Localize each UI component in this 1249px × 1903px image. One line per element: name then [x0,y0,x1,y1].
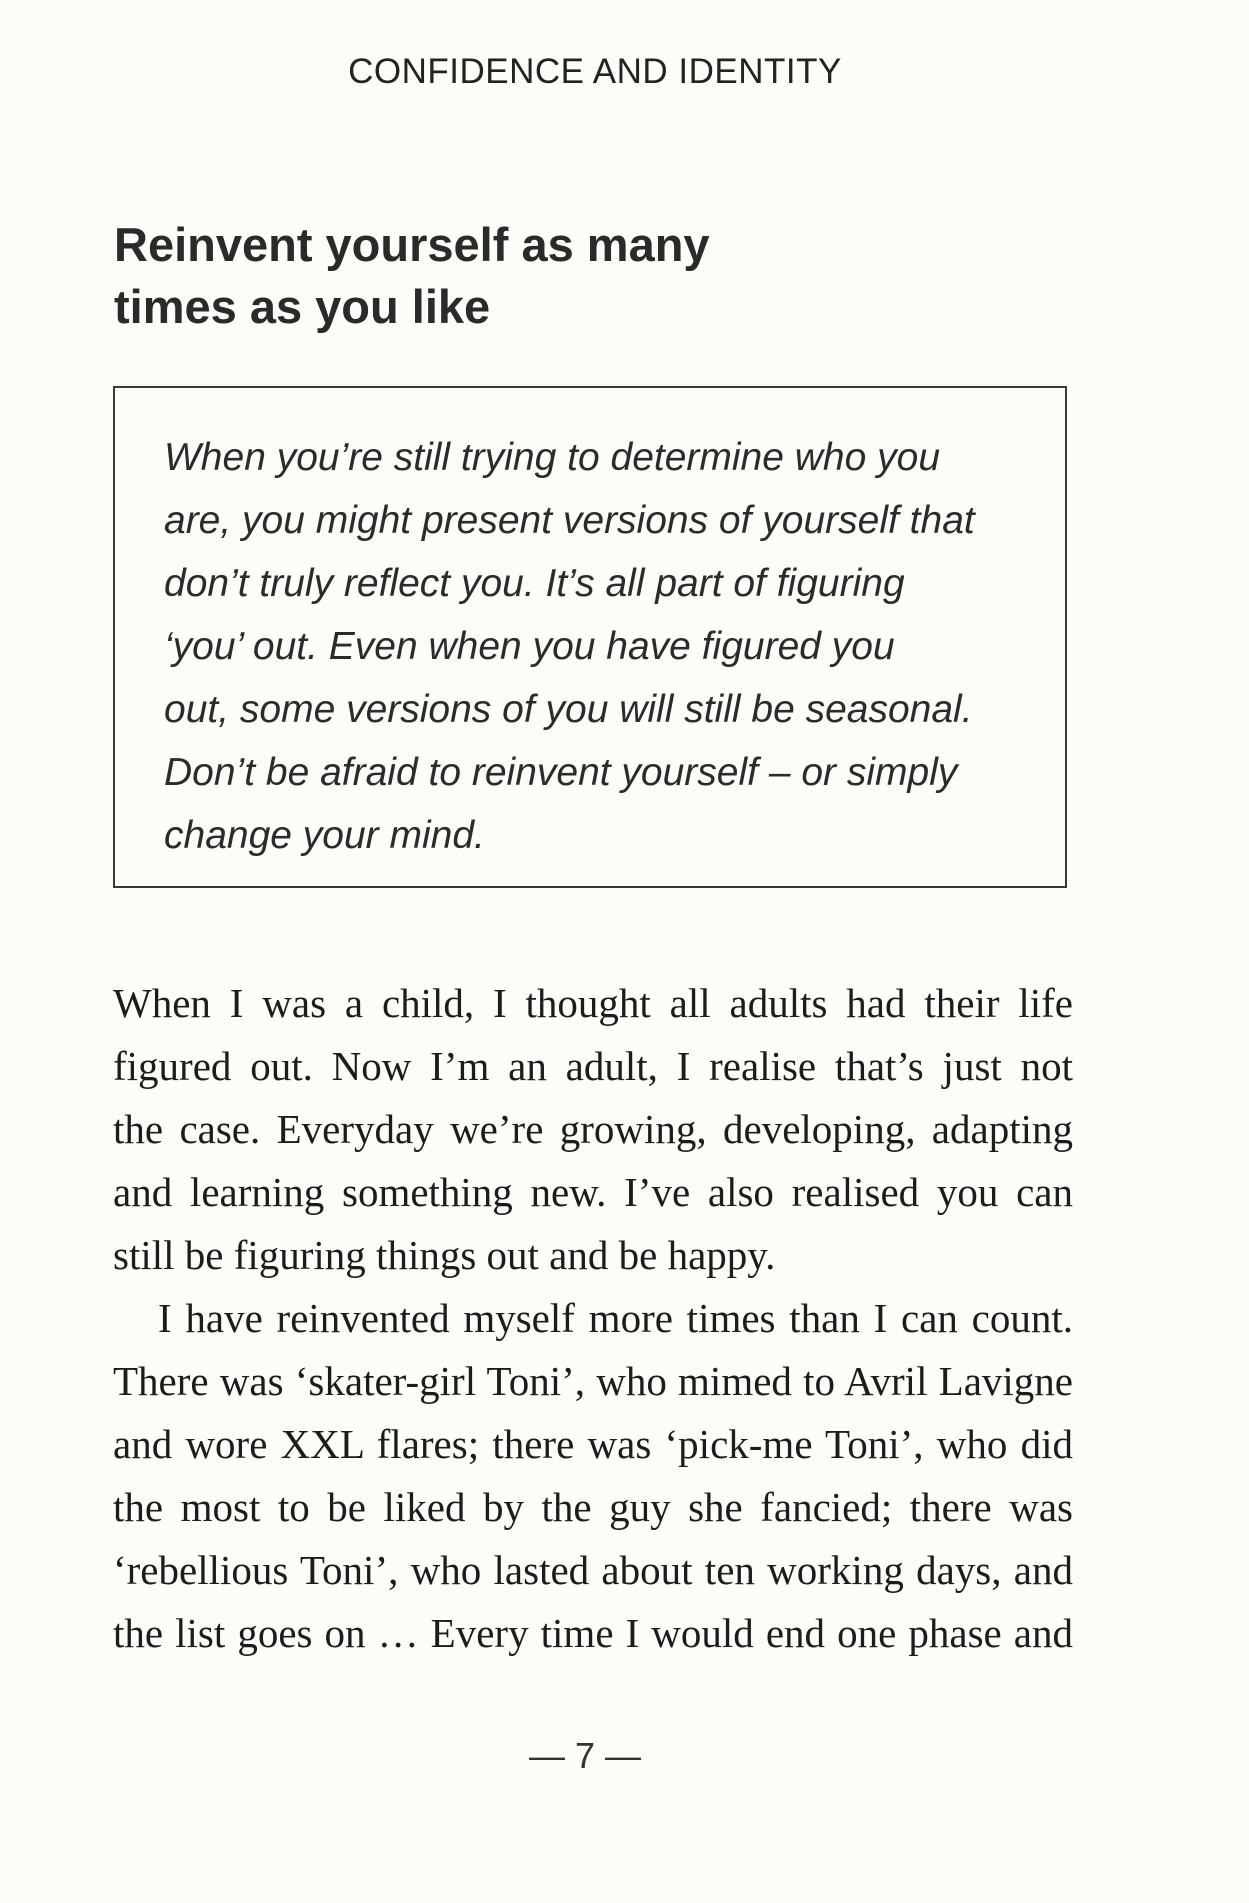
pull-quote-line: Don’t be afraid to reinvent yourself – or simply [164,751,958,794]
body-text [113,972,1073,1665]
body-line: the case. Everyday we’re growing, developing, adapting [113,1106,1073,1152]
paragraph-1 [113,972,1073,1287]
body-line: and learning something new. I’ve also realised you can [113,1169,1073,1215]
pull-quote-line: are, you might present versions of yourself that [164,499,975,542]
body-line: the list goes on … Every time I would end one phase and [113,1610,1073,1656]
page-number: — 7 — [528,1735,642,1776]
body-line: ‘rebellious Toni’, who lasted about ten working days, and [113,1547,1073,1593]
body-line: figured out. Now I’m an adult, I realise that’s just not [113,1043,1073,1089]
section-title-line: times as you like [114,280,491,333]
pull-quote-line: When you’re still trying to determine who you [164,436,941,479]
body-line: There was ‘skater-girl Toni’, who mimed to Avril Lavigne [113,1358,1073,1404]
body-line: the most to be liked by the guy she fancied; there was [113,1484,1073,1530]
pull-quote-line: ‘you’ out. Even when you have figured you [164,625,895,668]
pull-quote [164,426,1021,867]
running-header: CONFIDENCE AND IDENTITY [348,52,842,91]
paragraph-2 [113,1287,1073,1665]
body-line: I have reinvented myself more times than I can count. [158,1295,1073,1341]
pull-quote-line: change your mind. [164,814,485,857]
section-title [114,214,874,338]
pull-quote-line: out, some versions of you will still be seasonal. [164,688,973,731]
body-line: When I was a child, I thought all adults had their life [113,980,1073,1026]
pull-quote-box [113,386,1067,888]
body-line: still be figuring things out and be happy. [113,1232,776,1278]
pull-quote-line: don’t truly reflect you. It’s all part of figuring [164,562,905,605]
body-line: and wore XXL flares; there was ‘pick-me Toni’, who did [113,1421,1073,1467]
section-title-line: Reinvent yourself as many [114,218,710,271]
